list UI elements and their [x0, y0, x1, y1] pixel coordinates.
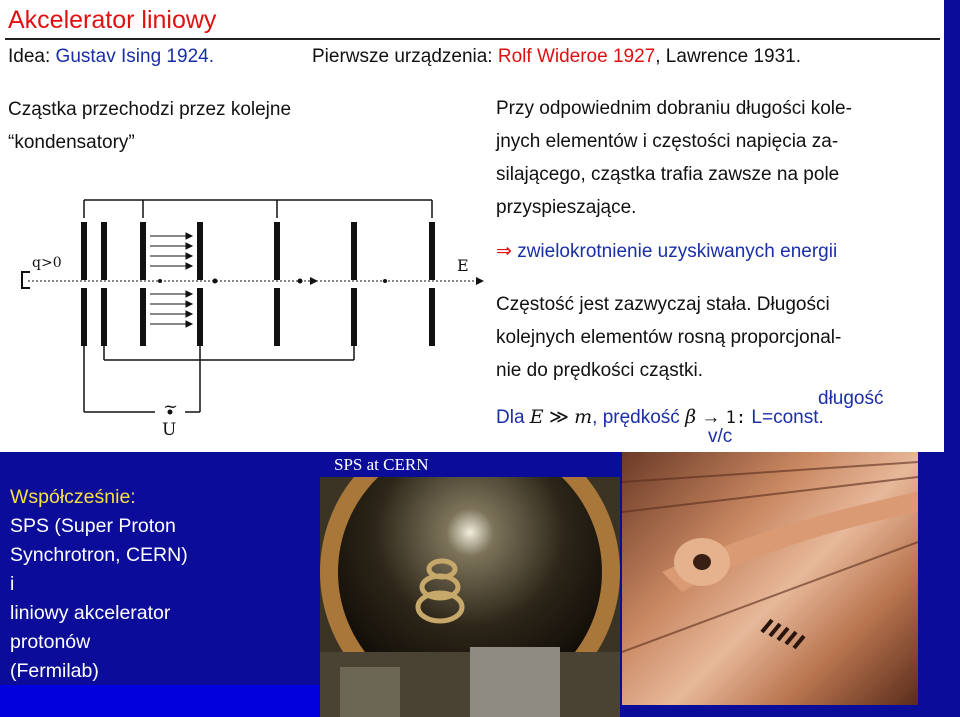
first-devices-label: Pierwsze urządzenia:	[312, 46, 493, 67]
charge-label: q>0	[32, 255, 62, 271]
formula-const: L=const.	[751, 407, 824, 428]
first-devices-wideroe: Rolf Wideroe 1927	[497, 46, 656, 67]
right-paragraph-1	[496, 92, 852, 224]
slide-title: Akcelerator liniowy	[8, 6, 217, 34]
sps-tunnel-photo	[320, 477, 620, 717]
formula-gg: ≫	[548, 407, 569, 428]
paragraph-line: przyspieszające.	[496, 197, 637, 218]
bottom-right-margin	[918, 452, 960, 717]
modern-examples-text	[10, 483, 310, 686]
paragraph-line: Przy odpowiednim dobraniu długości kole-	[496, 98, 852, 119]
formula-beta: β	[685, 406, 697, 428]
conclusion-text: zwielokrotnienie uzyskiwanych energii	[517, 241, 838, 262]
bottom-left-footer	[0, 685, 320, 717]
ac-source-symbol: ~	[163, 396, 179, 417]
first-devices-lawrence: , Lawrence 1931.	[655, 46, 802, 67]
first-devices-line	[312, 46, 801, 68]
implies-icon: ⇒	[496, 241, 512, 262]
fermilab-linac-photo	[622, 452, 918, 705]
idea-label: Idea:	[8, 46, 51, 67]
energy-label: E	[457, 256, 469, 275]
formula-dla: Dla	[496, 407, 525, 428]
bottom-line: Synchrotron, CERN)	[10, 544, 188, 566]
paragraph-line: silającego, cząstka trafia zawsze na pole	[496, 164, 840, 185]
bottom-line: liniowy akcelerator	[10, 602, 171, 624]
linac-diagram	[0, 180, 490, 452]
conclusion-line	[496, 240, 837, 263]
limit-formula	[496, 406, 824, 429]
paragraph-line: Częstość jest zazwyczaj stała. Długości	[496, 294, 830, 315]
sps-tunnel-illustration	[320, 477, 620, 717]
formula-arrow: →	[701, 407, 721, 428]
paragraph-line: kolejnych elementów rosną proporcjonal-	[496, 327, 842, 348]
formula-one: 1:	[725, 408, 747, 428]
bottom-line: SPS (Super Proton	[10, 515, 176, 537]
bottom-line: protonów	[10, 631, 91, 653]
bottom-line: (Fermilab)	[10, 660, 99, 682]
sps-photo-caption: SPS at CERN	[334, 455, 429, 474]
bottom-line: i	[10, 573, 15, 595]
velocity-annotation: v/c	[708, 426, 733, 447]
paragraph-line: nie do prędkości cząstki.	[496, 360, 703, 381]
bottom-heading: Współcześnie:	[10, 486, 136, 508]
idea-value: Gustav Ising 1924.	[55, 46, 214, 67]
left-description-line: “kondensatory”	[8, 132, 135, 153]
voltage-label: U	[162, 420, 177, 440]
right-paragraph-2	[496, 288, 841, 387]
paragraph-line: jnych elementów i częstości napięcia za-	[496, 131, 839, 152]
left-description	[8, 93, 291, 159]
length-annotation: długość	[818, 388, 884, 409]
fermilab-linac-illustration	[622, 452, 918, 705]
idea-line	[8, 46, 214, 68]
formula-predkosc: , prędkość	[592, 407, 680, 428]
formula-E: E	[529, 406, 544, 428]
title-underline	[5, 38, 940, 40]
formula-m: m	[574, 406, 593, 428]
left-description-line: Cząstka przechodzi przez kolejne	[8, 99, 292, 120]
